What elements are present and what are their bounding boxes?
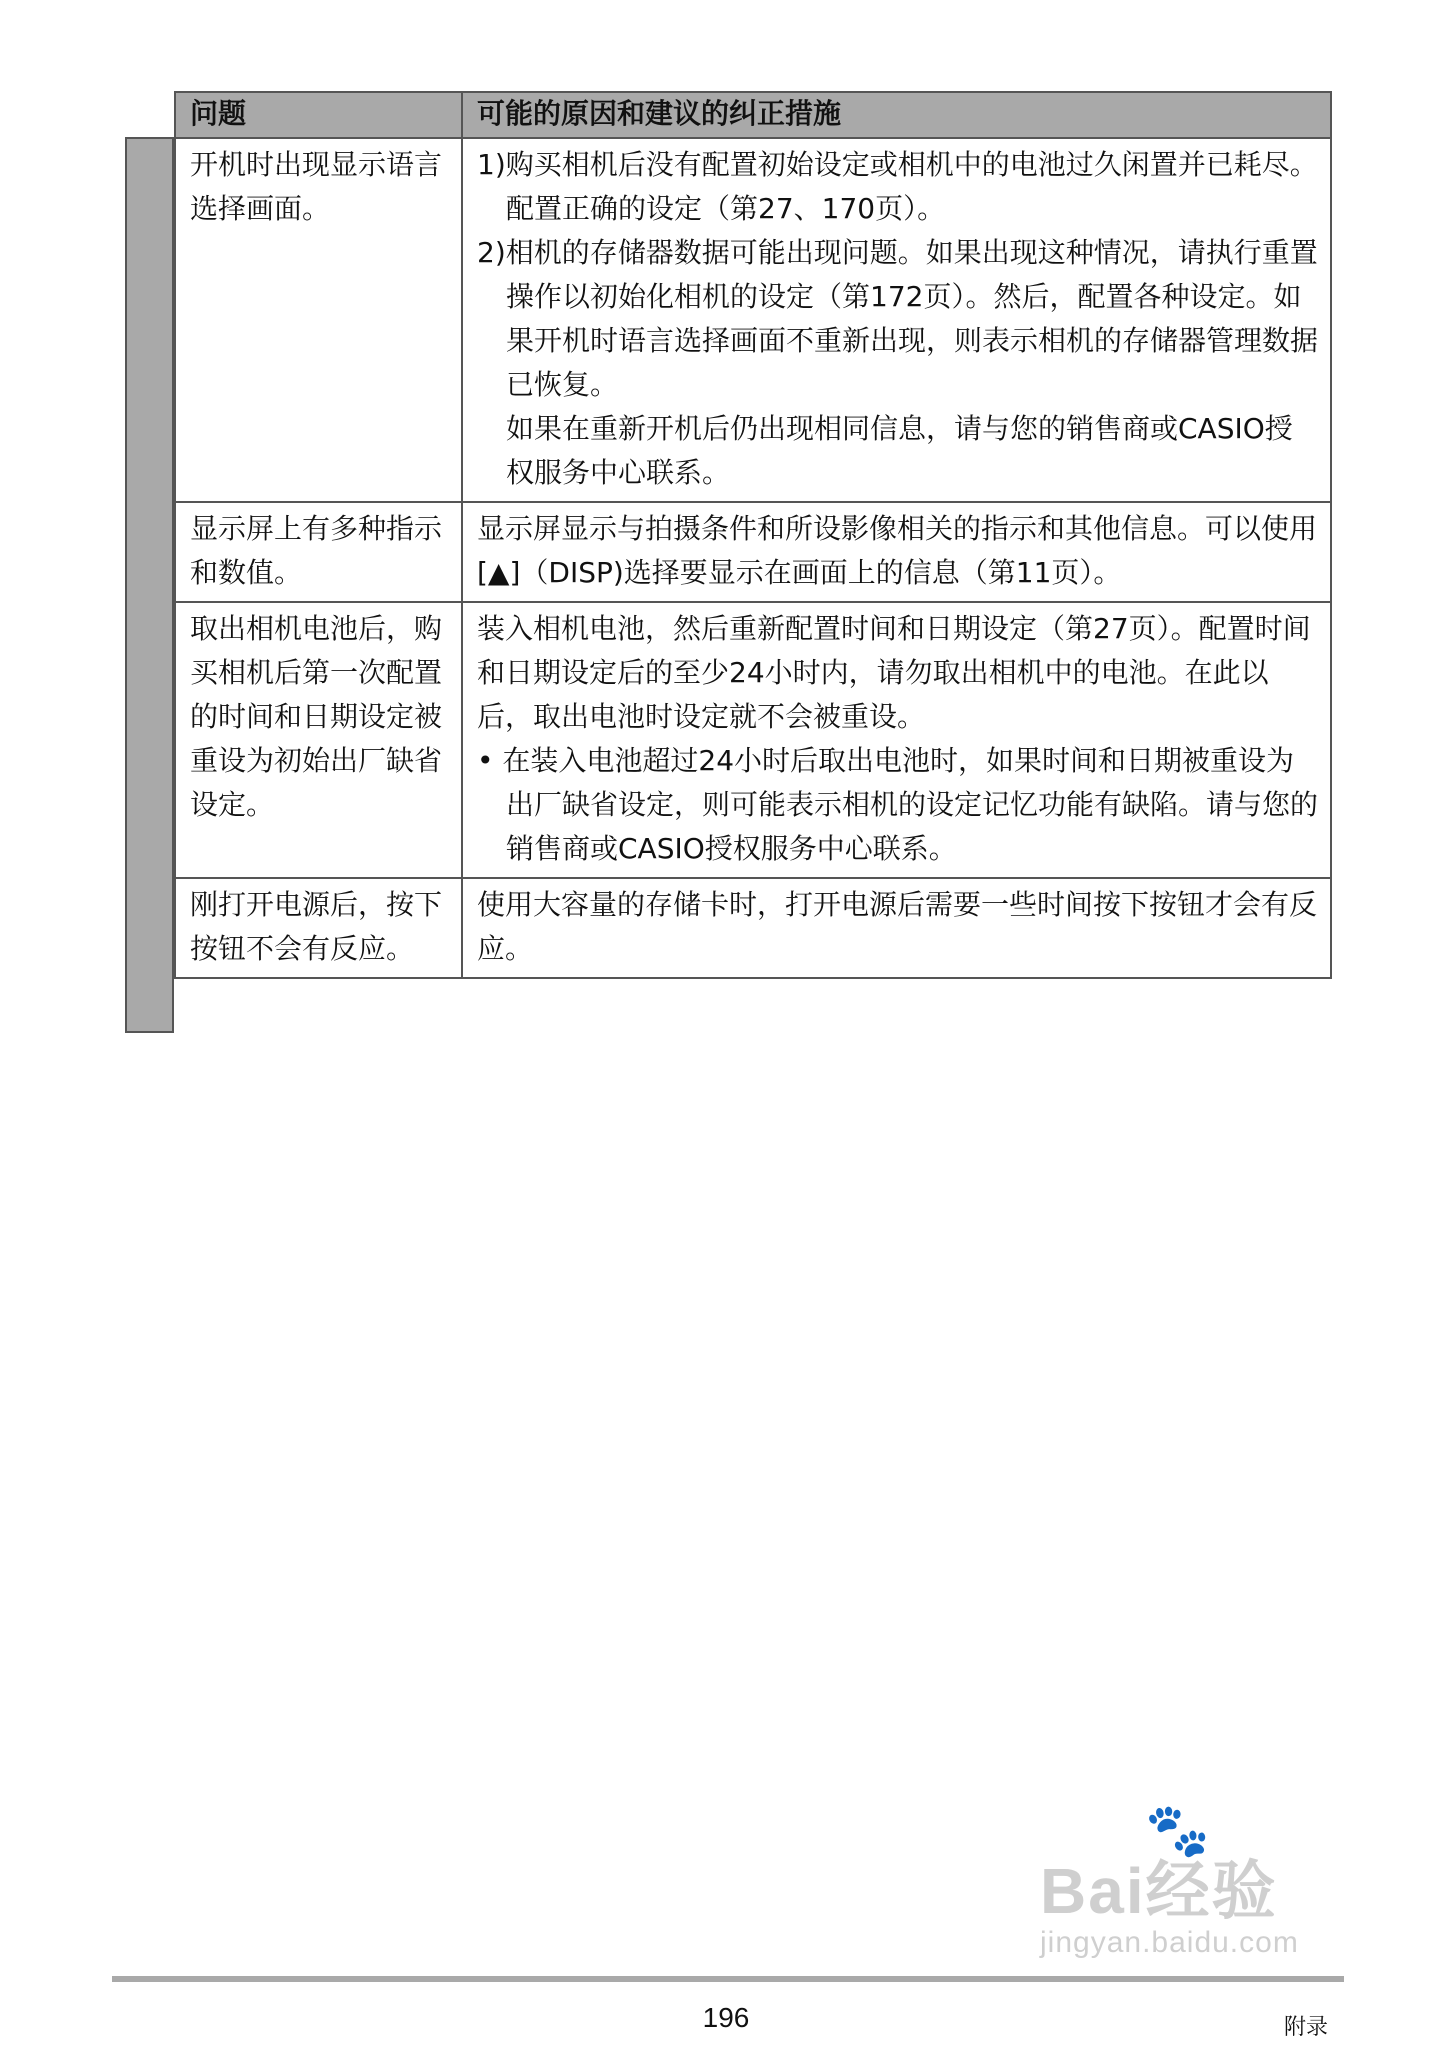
table-row <box>175 138 1331 502</box>
problem-cell: 开机时出现显示语言选择画面。 <box>175 138 462 502</box>
problem-cell: 刚打开电源后，按下按钮不会有反应。 <box>175 878 462 978</box>
solution-cell <box>462 878 1331 978</box>
solution-item: 如果在重新开机后仍出现相同信息，请与您的销售商或CASIO授权服务中心联系。 <box>506 412 1293 489</box>
problem-cell: 取出相机电池后，购买相机后第一次配置的时间和日期设定被重设为初始出厂缺省设定。 <box>175 602 462 878</box>
watermark-url: jingyan.baidu.com <box>1040 1926 1299 1959</box>
solution-item: 装入相机电池，然后重新配置时间和日期设定（第27页）。配置时间和日期设定后的至少24小时内，请勿取出相机中的电池。在此以后，取出电池时设定就不会被重设。 <box>477 612 1311 733</box>
watermark-logo: Bai经验 <box>1040 1855 1278 1927</box>
solution-item: 1)购买相机后没有配置初始设定或相机中的电池过久闲置并已耗尽。配置正确的设定（第27、170页）。 <box>477 148 1318 225</box>
table-header-row <box>175 92 1331 138</box>
column-header-problem: 问题 <box>175 92 462 138</box>
section-side-bar <box>125 137 174 1033</box>
table-row <box>175 602 1331 878</box>
paw-icon: 🐾 <box>1145 1802 1210 1860</box>
solution-item: 2)相机的存储器数据可能出现问题。如果出现这种情况，请执行重置操作以初始化相机的设定（第172页）。然后，配置各种设定。如果开机时语言选择画面不重新出现，则表示相机的存储器管理数据已恢复。 <box>477 236 1319 401</box>
table-row <box>175 502 1331 602</box>
solution-item: 使用大容量的存储卡时，打开电源后需要一些时间按下按钮才会有反应。 <box>477 888 1318 965</box>
column-header-solution: 可能的原因和建议的纠正措施 <box>462 92 1331 138</box>
solution-cell <box>462 138 1331 502</box>
solution-bullet-item: • 在装入电池超过24小时后取出电池时，如果时间和日期被重设为出厂缺省设定，则可能表示相机的设定记忆功能有缺陷。请与您的销售商或CASIO授权服务中心联系。 <box>477 744 1319 865</box>
footer-section-label: 附录 <box>1284 2015 1329 2040</box>
solution-cell <box>462 602 1331 878</box>
baidu-watermark <box>1020 1802 1360 1990</box>
problem-cell: 显示屏上有多种指示和数值。 <box>175 502 462 602</box>
table-row <box>175 878 1331 978</box>
troubleshooting-table <box>174 91 1332 979</box>
solution-cell <box>462 502 1331 602</box>
footer-divider <box>112 1976 1344 1982</box>
solution-item: 显示屏显示与拍摄条件和所设影像相关的指示和其他信息。可以使用[▲]（DISP)选择要显示在画面上的信息（第11页）。 <box>477 512 1318 589</box>
page-number: 196 <box>702 2002 750 2033</box>
